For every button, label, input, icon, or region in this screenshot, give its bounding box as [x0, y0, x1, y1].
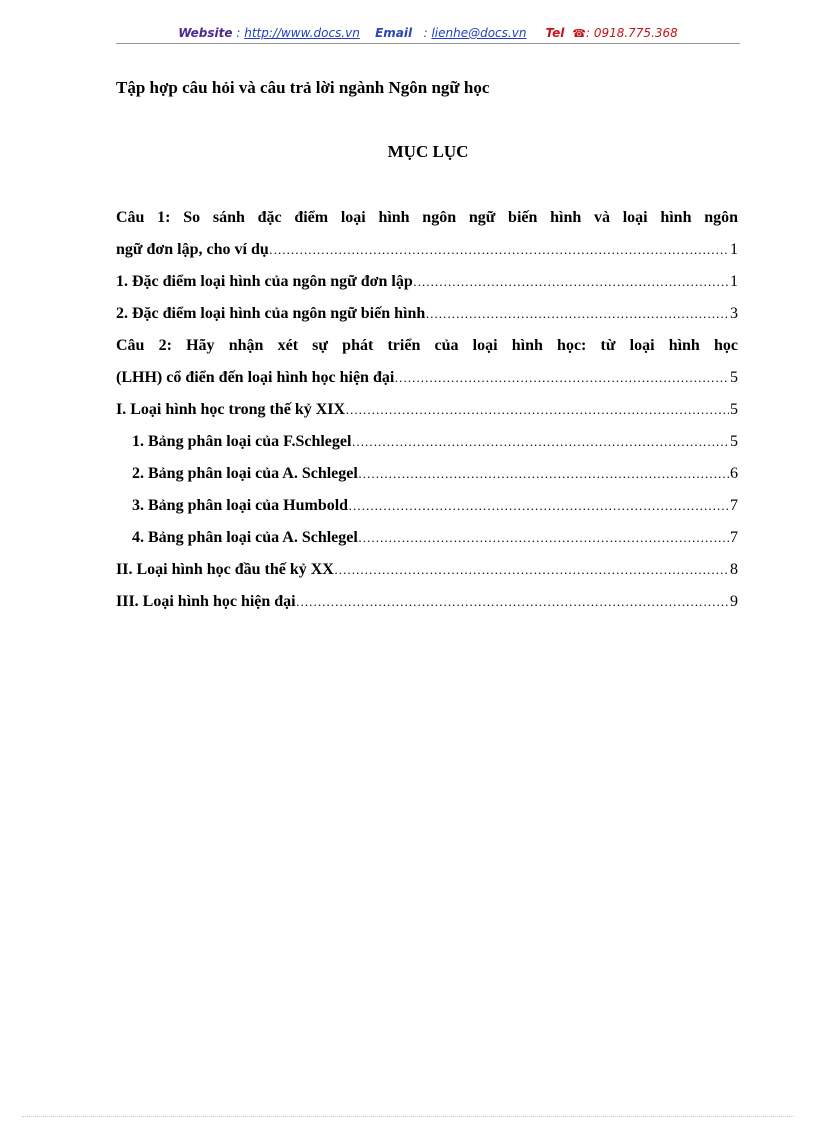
toc-page-number: 7	[730, 497, 738, 514]
toc-entry-text: 2. Bảng phân loại của A. Schlegel	[132, 465, 358, 482]
toc-entry-part1-2[interactable]	[116, 458, 738, 490]
toc-heading: MỤC LỤC	[387, 142, 469, 161]
toc-entry-text: 3. Bảng phân loại của Humbold	[132, 497, 349, 514]
toc-entry-q1[interactable]	[116, 202, 738, 266]
toc-entry-s2[interactable]	[116, 298, 738, 330]
toc-page-number: 5	[730, 369, 738, 386]
page-bottom-border	[22, 1116, 794, 1117]
toc-entry-part2[interactable]	[116, 554, 738, 586]
toc-leader-dots	[358, 458, 729, 490]
toc-entry-text-line2: ngữ đơn lập, cho ví dụ	[116, 241, 269, 258]
toc-page-number: 7	[730, 529, 738, 546]
toc-page-number: 1	[730, 273, 738, 290]
toc-leader-dots	[348, 490, 729, 522]
toc-leader-dots	[334, 554, 729, 586]
toc-entry-text: 2. Đặc điểm loại hình của ngôn ngữ biến hình	[116, 305, 426, 322]
header-divider	[116, 43, 740, 44]
toc-entry-text-line2: (LHH) cổ điển đến loại hình học hiện đại	[116, 369, 395, 386]
toc-page-number: 9	[730, 593, 738, 610]
toc-entry-text: I. Loại hình học trong thế kỷ XIX	[116, 401, 346, 418]
toc-page-number: 6	[730, 465, 738, 482]
toc-leader-dots	[345, 394, 729, 426]
toc-entry-text: 4. Bảng phân loại của A. Schlegel	[132, 529, 358, 546]
toc-entry-text: III. Loại hình học hiện đại	[116, 593, 296, 610]
document-title: Tập hợp câu hỏi và câu trả lời ngành Ngôn ngữ học	[116, 78, 490, 97]
toc-entry-part3[interactable]	[116, 586, 738, 618]
toc-page-number: 5	[730, 401, 738, 418]
page-header	[116, 24, 740, 43]
email-link[interactable]: lienhe@docs.vn	[431, 26, 527, 40]
toc-leader-dots	[296, 586, 729, 618]
tel-label: Tel	[545, 26, 565, 40]
toc-leader-dots	[394, 362, 729, 394]
toc-entry-part1-4[interactable]	[116, 522, 738, 554]
email-colon: :	[423, 26, 428, 40]
toc-leader-dots	[269, 234, 729, 266]
toc-entry-text: 1. Bảng phân loại của F.Schlegel	[132, 433, 352, 450]
phone-number: 0918.775.368	[593, 26, 678, 40]
toc-page-number: 5	[730, 433, 738, 450]
toc-entry-text-line1: Câu 2: Hãy nhận xét sự phát triển của loại hình học: từ loại hình học	[116, 337, 738, 354]
website-label: Website	[178, 26, 233, 40]
toc-entry-part1-3[interactable]	[116, 490, 738, 522]
toc-page-number: 8	[730, 561, 738, 578]
toc-entry-text: II. Loại hình học đầu thế kỷ XX	[116, 561, 334, 578]
phone-icon: ☎	[572, 27, 586, 40]
toc-leader-dots	[358, 522, 729, 554]
toc-page-number: 1	[730, 241, 738, 258]
phone-colon: :	[585, 26, 590, 40]
email-label: Email	[375, 26, 413, 40]
toc-page-number: 3	[730, 305, 738, 322]
toc-leader-dots	[425, 298, 729, 330]
table-of-contents	[116, 202, 738, 618]
website-link[interactable]: http://www.docs.vn	[244, 26, 360, 40]
toc-leader-dots	[351, 426, 729, 458]
toc-leader-dots	[413, 266, 729, 298]
toc-entry-s1[interactable]	[116, 266, 738, 298]
toc-entry-part1[interactable]	[116, 394, 738, 426]
toc-entry-part1-1[interactable]	[116, 426, 738, 458]
website-colon: :	[236, 26, 241, 40]
toc-entry-q2[interactable]	[116, 330, 738, 394]
toc-entry-text-line1: Câu 1: So sánh đặc điểm loại hình ngôn ngữ biến hình và loại hình ngôn	[116, 209, 738, 226]
toc-entry-text: 1. Đặc điểm loại hình của ngôn ngữ đơn lập	[116, 273, 413, 290]
